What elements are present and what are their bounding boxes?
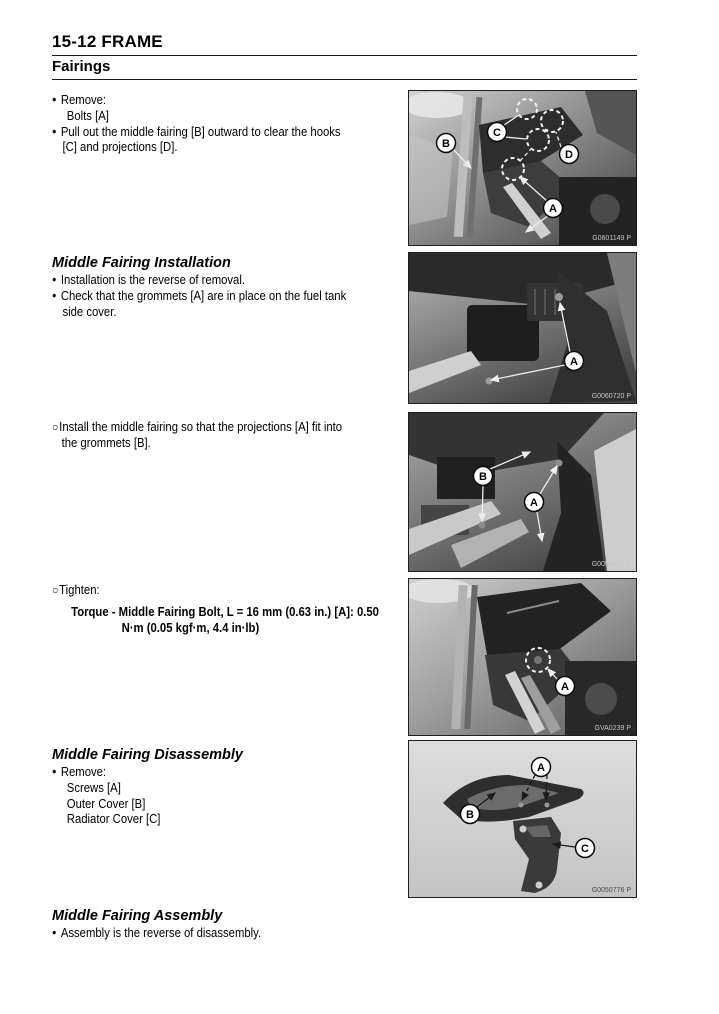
assembly-section [52, 908, 412, 941]
photo-illustration [409, 91, 636, 245]
svg-text:A: A [570, 356, 578, 368]
sub-item: Bolts [A] [66, 107, 109, 123]
sub-item: Radiator Cover [C] [66, 811, 161, 827]
bullet-icon: ● [52, 766, 57, 776]
callout-label-a [532, 758, 551, 777]
divider [52, 55, 637, 56]
bullet-icon: ● [52, 274, 57, 284]
step-line [52, 925, 365, 941]
svg-text:B: B [479, 471, 487, 483]
section-title: Fairings [52, 58, 111, 75]
figure-photo-projections [408, 412, 637, 572]
step-line [52, 92, 365, 108]
step-line [52, 124, 365, 140]
step-line [52, 272, 365, 288]
callout-label-c [488, 123, 507, 142]
step-text: Pull out the middle fairing [B] outward to clear the hooks [60, 123, 341, 139]
callout-label-b [461, 805, 480, 824]
step-text: Assembly is the reverse of disassembly. [60, 925, 262, 940]
callout-label-a [565, 352, 584, 371]
substep-icon: ○ [52, 582, 59, 597]
removal-steps [52, 92, 412, 155]
figure-code: G0060720 P [591, 393, 631, 400]
callout-label-c [576, 839, 595, 858]
svg-text:A: A [549, 203, 557, 215]
svg-text:B: B [466, 809, 474, 821]
step-line [52, 288, 365, 304]
step-text: Installation is the reverse of removal. [60, 272, 246, 287]
svg-text:A: A [530, 497, 538, 509]
figure-photo-parts [408, 740, 637, 898]
substep-icon: ○ [52, 419, 59, 434]
figure-code: GVA0239 P [594, 725, 631, 732]
substep-text: Tighten: [59, 582, 100, 597]
torque-spec: Torque - Middle Fairing Bolt, L = 16 mm (0.63 in.) [A]: 0.50 [71, 604, 379, 620]
bullet-icon: ● [52, 125, 57, 136]
substep-line [52, 419, 365, 435]
page-title: 15-12 FRAME [52, 32, 163, 51]
step-text-cont: side cover. [62, 303, 117, 319]
photo-illustration [409, 579, 636, 735]
callout-label-a [556, 677, 575, 696]
disassembly-section [52, 747, 412, 827]
bullet-icon: ● [52, 927, 57, 937]
step-text: Remove: [60, 764, 107, 779]
bullet-icon: ● [52, 94, 57, 104]
torque-spec-cont: N·m (0.05 kgf·m, 4.4 in·lb) [121, 620, 260, 636]
figure-photo-grommets [408, 252, 637, 404]
figure-code: G0050775 P [591, 561, 631, 568]
substep-text-cont: the grommets [B]. [61, 435, 151, 451]
svg-text:B: B [442, 138, 450, 150]
substep-line [52, 582, 365, 598]
bullet-icon: ● [52, 289, 57, 300]
sub-item: Outer Cover [B] [66, 795, 146, 811]
callout-label-a [544, 199, 563, 218]
step-line [52, 764, 365, 780]
divider [52, 79, 637, 80]
svg-text:C: C [581, 843, 589, 855]
section-heading: Middle Fairing Installation [52, 255, 231, 271]
photo-illustration [409, 413, 636, 571]
callout-label-a [525, 493, 544, 512]
photo-illustration [409, 741, 636, 897]
figure-code: G0601149 P [592, 235, 631, 242]
callout-label-d [560, 145, 579, 164]
svg-text:A: A [561, 681, 569, 693]
svg-text:A: A [537, 762, 545, 774]
photo-illustration [409, 253, 636, 403]
callout-label-b [474, 467, 493, 486]
callout-label-b [437, 134, 456, 153]
section-heading: Middle Fairing Assembly [52, 908, 223, 924]
figure-photo-bolt [408, 578, 637, 736]
figure-photo-removal [408, 90, 637, 246]
install-note [52, 419, 412, 451]
sub-item: Screws [A] [66, 779, 121, 795]
substep-text: Install the middle fairing so that the projections [A] fit into [59, 419, 343, 434]
svg-text:C: C [493, 127, 501, 139]
section-heading: Middle Fairing Disassembly [52, 747, 243, 763]
step-text-cont: [C] and projections [D]. [62, 139, 178, 155]
tighten-block [52, 582, 412, 636]
step-text: Check that the grommets [A] are in place on the fuel tank [60, 287, 347, 303]
installation-section [52, 255, 412, 319]
svg-text:D: D [565, 149, 573, 161]
figure-code: G0050776 P [591, 887, 631, 894]
step-text: Remove: [60, 92, 107, 107]
